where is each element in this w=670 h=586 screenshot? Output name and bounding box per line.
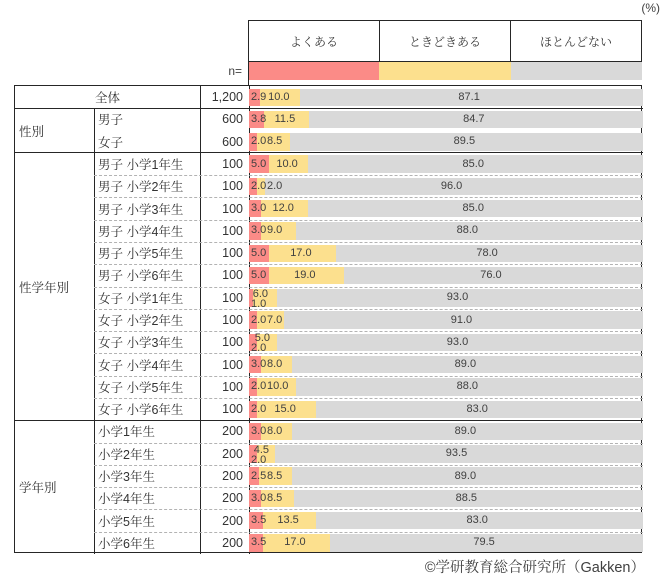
stacked-bar [249,401,643,419]
stacked-bar [249,311,643,329]
row-label: 男子 小学3年生 [98,202,184,217]
value-label-sometimes: 2.0 [267,179,283,192]
row-label: 男子 小学1年生 [98,157,184,172]
value-label-often: 2.0 [251,135,267,148]
row-n-value: 100 [222,379,243,394]
row-n-value: 100 [222,357,243,372]
stacked-bar [249,378,643,396]
value-label-sometimes: 10.0 [267,380,289,393]
row-label: 男子 小学2年生 [98,180,184,195]
value-label-sometimes: 17.0 [284,536,306,549]
value-label-sometimes: 8.0 [267,424,283,437]
row-n-value: 200 [222,424,243,439]
value-label-often: 3.5 [251,536,267,549]
row-n-value: 100 [222,201,243,216]
value-label-rarely: 83.0 [466,514,488,527]
legend [248,20,642,62]
value-label-often: 5.0 [251,268,267,281]
value-label-often: 2.0 [251,380,267,393]
value-label-sometimes: 6.0 [252,287,269,300]
legend-item-label: ほとんどない [510,21,641,61]
legend-item-label: よくある [289,34,338,49]
data-table [14,85,642,553]
value-label-rarely: 78.0 [476,246,498,259]
value-label-often: 3.0 [251,491,267,504]
row-n-value: 600 [222,134,243,149]
value-label-rarely: 91.0 [450,313,473,326]
value-label-sometimes: 9.0 [267,224,283,237]
row-n-value: 100 [222,156,243,171]
row-n-value: 200 [222,513,243,528]
value-label-often: 5.0 [251,157,267,170]
value-label-rarely: 79.5 [473,536,495,549]
row-n-value: 100 [222,290,243,305]
value-label-rarely: 76.0 [480,268,502,281]
value-label-sometimes: 5.0 [254,332,271,345]
row-n-value: 100 [222,312,243,327]
stacked-bar [249,512,643,530]
row-n-value: 100 [222,268,243,283]
value-label-often: 5.0 [251,246,267,259]
value-label-often: 2.5 [251,469,267,482]
stacked-bar [249,490,643,508]
value-label-rarely: 93.5 [445,447,468,460]
value-label-rarely: 84.7 [463,112,485,125]
stacked-bar [249,222,643,240]
copyright-credit: ©学研教育総合研究所（Gakken） [424,560,645,576]
value-label-sometimes: 10.0 [276,157,298,170]
stacked-bar [249,534,643,552]
value-label-sometimes: 17.0 [290,246,312,259]
row-n-value: 200 [222,491,243,506]
value-label-rarely: 88.0 [456,380,479,393]
value-label-often: 3.0 [251,224,267,237]
value-label-sometimes: 7.0 [267,313,283,326]
row-n-value: 600 [222,112,243,127]
n-equals-label: n= [228,64,242,78]
stacked-bar [249,423,643,441]
value-label-often: 2.0 [251,453,267,466]
value-label-sometimes: 13.5 [277,514,299,527]
legend-color-strip [248,62,642,80]
row-n-value: 200 [222,446,243,461]
row-n-value: 100 [222,246,243,261]
value-label-rarely: 85.0 [462,202,484,215]
row-n-value: 200 [222,535,243,550]
value-label-sometimes: 10.0 [268,90,290,103]
group-label: 性学年別 [19,280,70,295]
value-label-often: 2.0 [251,313,267,326]
row-n-value: 100 [222,335,243,350]
value-label-often: 2.0 [251,342,267,355]
value-label-often: 3.5 [251,514,267,527]
row-label: 小学1年生 [98,425,155,440]
value-label-rarely: 93.0 [446,291,469,304]
row-label: 男子 [98,113,124,128]
row-label: 女子 小学4年生 [98,358,184,373]
value-label-often: 3.0 [251,202,267,215]
row-label: 男子 小学5年生 [98,247,184,262]
value-label-rarely: 89.5 [453,135,476,148]
stacked-bar [249,89,643,107]
value-label-sometimes: 15.0 [274,402,296,415]
value-label-sometimes: 8.5 [267,135,283,148]
value-label-often: 3.8 [251,112,267,125]
row-label: 男子 小学6年生 [98,269,184,284]
axis-line-upper [248,20,249,85]
value-label-rarely: 88.5 [455,491,478,504]
value-label-rarely: 89.0 [454,424,477,437]
value-label-rarely: 89.0 [454,358,477,371]
value-label-often: 3.0 [251,358,267,371]
group-label: 性別 [19,124,45,139]
value-label-sometimes: 8.5 [267,491,283,504]
legend-color-swatch [511,62,642,80]
row-label: 女子 小学6年生 [98,403,184,418]
value-label-often: 1.0 [251,297,267,310]
value-label-rarely: 85.0 [462,157,484,170]
row-label: 女子 小学3年生 [98,336,184,351]
value-label-sometimes: 8.0 [267,358,283,371]
legend-item-label: ときどきある [379,21,510,61]
value-label-sometimes: 8.5 [267,469,283,482]
row-label: 小学5年生 [98,514,155,529]
row-label: 女子 小学2年生 [98,313,184,328]
stacked-bar [249,155,643,173]
percent-unit-label: (%) [641,1,660,15]
value-label-rarely: 89.0 [454,469,477,482]
group-label: 学年別 [19,481,57,496]
row-label: 全体 [94,91,120,106]
row-n-value: 100 [222,402,243,417]
value-label-often: 2.0 [251,402,267,415]
row-n-value: 100 [222,223,243,238]
value-label-rarely: 83.0 [466,402,488,415]
stacked-bar [249,200,643,218]
value-label-rarely: 93.0 [446,335,469,348]
row-n-value: 1,200 [211,90,243,105]
row-label: 男子 小学4年生 [98,224,184,239]
row-n-value: 200 [222,468,243,483]
row-label: 女子 小学5年生 [98,380,184,395]
value-label-often: 3.0 [251,424,267,437]
stacked-bar [249,356,643,374]
row-label: 小学2年生 [98,447,155,462]
row-n-value: 100 [222,179,243,194]
value-label-rarely: 87.1 [458,90,480,103]
value-label-often: 2.0 [251,179,267,192]
row-label: 小学3年生 [98,469,155,484]
value-label-sometimes: 12.0 [272,202,294,215]
value-label-sometimes: 4.5 [253,443,270,456]
value-label-sometimes: 19.0 [294,268,316,281]
stacked-bar [249,133,643,151]
legend-color-swatch [379,62,510,80]
value-label-sometimes: 11.5 [274,112,296,125]
legend-color-swatch [248,62,379,80]
value-label-rarely: 96.0 [440,179,463,192]
row-label: 小学4年生 [98,492,155,507]
row-label: 女子 小学1年生 [98,291,184,306]
stacked-bar [249,111,643,129]
value-label-often: 2.9 [251,90,267,103]
value-label-rarely: 88.0 [456,224,479,237]
row-label: 女子 [98,135,124,150]
row-label: 小学6年生 [98,536,155,551]
stacked-bar [249,467,643,485]
